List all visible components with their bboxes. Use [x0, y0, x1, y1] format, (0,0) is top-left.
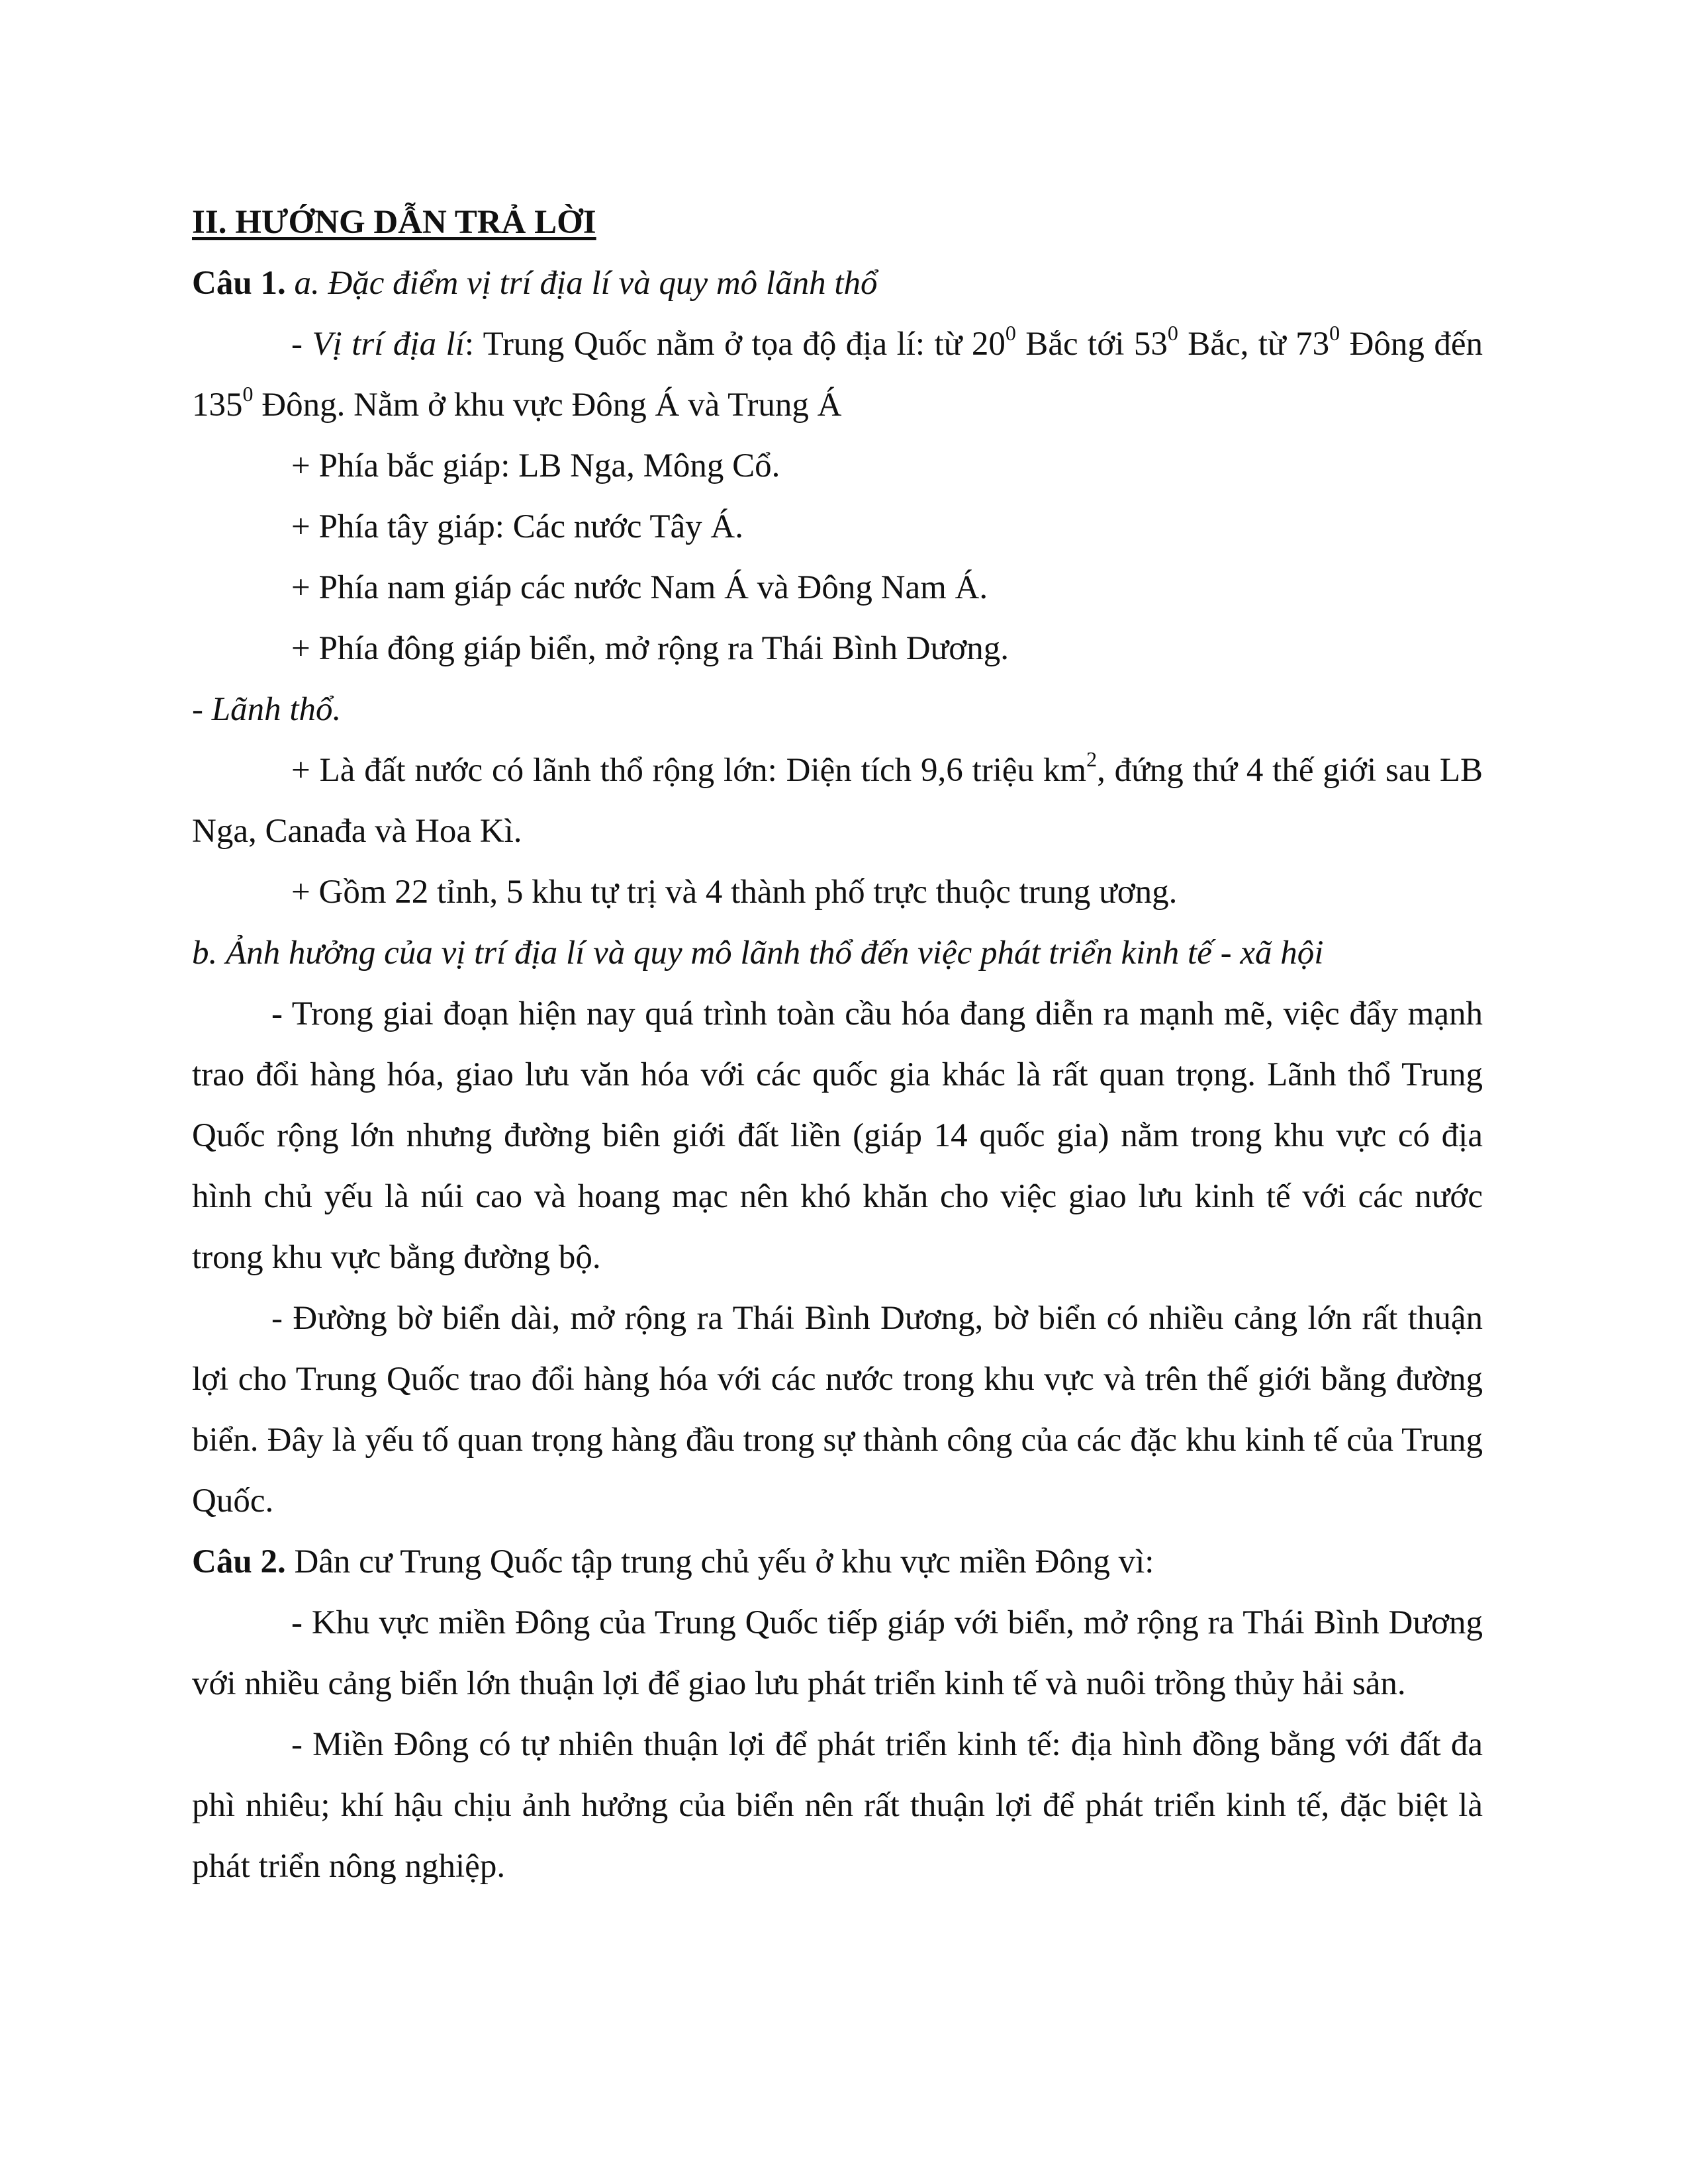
location-paragraph: - Vị trí địa lí: Trung Quốc nằm ở tọa độ địa lí: từ $20^0$ Bắc tới $53^0$ Bắc, từ $73^0$ Đông đến $135^0$ Đông. Nằm ở khu vực Đông Á và Trung Á: [192, 321, 1483, 424]
q2-paragraph-2: - Miền Đông có tự nhiên thuận lợi để phát triển kinh tế: địa hình đồng bằng với đất đa phì nhiêu; khí hậu chịu ảnh hưởng của biển nên rất thuận lợi để phát triển kinh tế, đặc biệt là phát triển nông nghiệp.: [192, 1726, 1483, 1885]
q1-a-heading: a. Đặc điểm vị trí địa lí và quy mô lãnh thổ: [294, 265, 878, 302]
border-south: + Phía nam giáp các nước Nam Á và Đông Nam Á.: [291, 569, 988, 606]
q1-label: Câu 1.: [192, 265, 286, 302]
border-east: + Phía đông giáp biển, mở rộng ra Thái Bình Dương.: [291, 630, 1009, 667]
section-title: II. HƯỚNG DẪN TRẢ LỜI: [192, 204, 596, 241]
border-north: + Phía bắc giáp: LB Nga, Mông Cổ.: [291, 447, 780, 484]
location-lead: - Vị trí địa lí: [291, 326, 465, 363]
document-page: [192, 192, 1483, 1897]
q2-label: Câu 2.: [192, 1543, 286, 1580]
q2-intro: Dân cư Trung Quốc tập trung chủ yếu ở khu vực miền Đông vì:: [285, 1543, 1154, 1580]
q2-heading: [192, 1531, 1483, 1592]
territory-provinces: + Gồm 22 tỉnh, 5 khu tự trị và 4 thành phố trực thuộc trung ương.: [291, 874, 1178, 911]
q1-b-paragraph-2: - Đường bờ biển dài, mở rộng ra Thái Bình Dương, bờ biển có nhiều cảng lớn rất thuận lợi cho Trung Quốc trao đổi hàng hóa với các nước trong khu vực và trên thế giới bằng đường biển. Đây là yếu tố quan trọng hàng đầu trong sự thành công của các đặc khu kinh tế của Trung Quốc.: [192, 1300, 1483, 1520]
territory-heading: - Lãnh thổ.: [192, 691, 342, 728]
q1-b-heading: b. Ảnh hưởng của vị trí địa lí và quy mô lãnh thổ đến việc phát triển kinh tế - xã hội: [192, 934, 1324, 972]
territory-area: + Là đất nước có lãnh thổ rộng lớn: Diện tích 9,6 triệu $km^2$, đứng thứ 4 thế giới sau LB Nga, Canađa và Hoa Kì.: [192, 747, 1483, 850]
q1-heading: [192, 253, 1483, 314]
q2-paragraph-1: - Khu vực miền Đông của Trung Quốc tiếp giáp với biển, mở rộng ra Thái Bình Dương với nhiều cảng biển lớn thuận lợi để giao lưu phát triển kinh tế và nuôi trồng thủy hải sản.: [192, 1604, 1483, 1702]
q1-b-paragraph-1: - Trong giai đoạn hiện nay quá trình toàn cầu hóa đang diễn ra mạnh mẽ, việc đẩy mạnh trao đổi hàng hóa, giao lưu văn hóa với các quốc gia khác là rất quan trọng. Lãnh thổ Trung Quốc rộng lớn nhưng đường biên giới đất liền (giáp 14 quốc gia) nằm trong khu vực có địa hình chủ yếu là núi cao và hoang mạc nên khó khăn cho việc giao lưu kinh tế với các nước trong khu vực bằng đường bộ.: [192, 995, 1483, 1276]
border-west: + Phía tây giáp: Các nước Tây Á.: [291, 508, 743, 545]
